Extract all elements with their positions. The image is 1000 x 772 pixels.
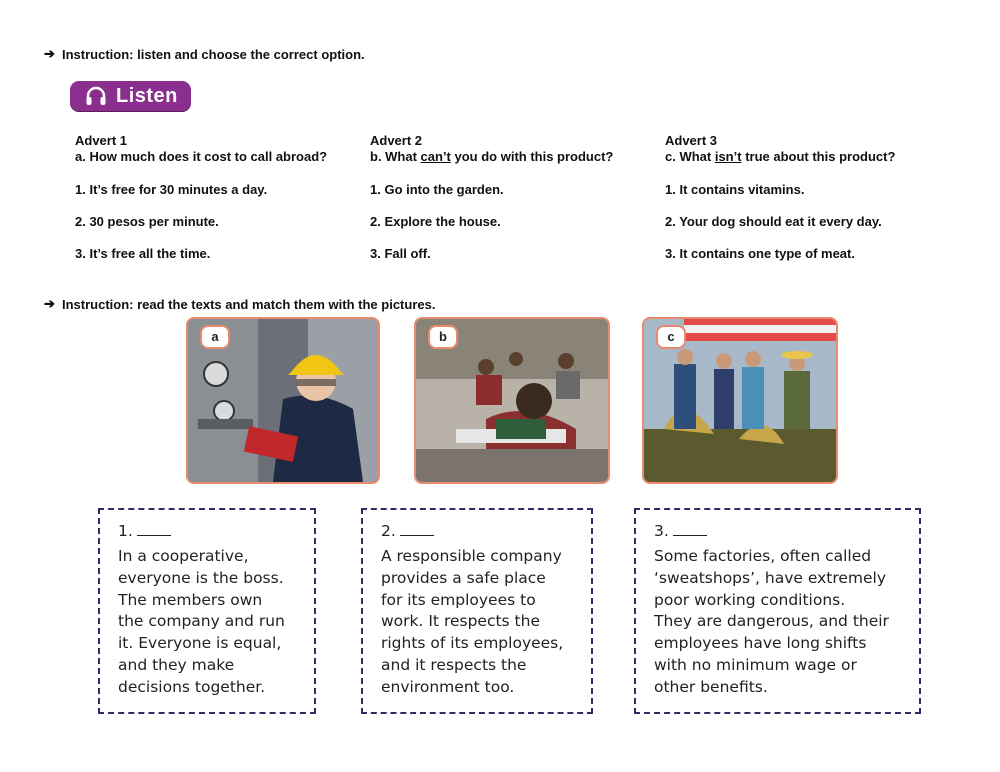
- instruction-listen: [44, 46, 365, 62]
- text-number: 2.: [381, 520, 591, 542]
- option-1[interactable]: 1. It’s free for 30 minutes a day.: [75, 182, 268, 197]
- text-box-2: [361, 508, 593, 714]
- advert-title: Advert 2: [370, 133, 423, 148]
- instruction-text: Instruction: read the texts and match them with the pictures.: [62, 296, 436, 312]
- photo-a: [186, 317, 380, 484]
- instruction-text: Instruction: listen and choose the correct option.: [62, 46, 365, 62]
- text-line: The members own: [118, 590, 263, 609]
- option-1[interactable]: 1. It contains vitamins.: [665, 182, 805, 197]
- instruction-match: [44, 296, 435, 312]
- text-line: poor working conditions.: [654, 590, 846, 609]
- photo-tag: a: [200, 325, 230, 349]
- text-line: and it respects the: [381, 655, 527, 674]
- option-2[interactable]: 2. Your dog should eat it every day.: [665, 214, 882, 229]
- text-line: other benefits.: [654, 677, 768, 696]
- advert-2: [370, 133, 614, 261]
- text-line: In a cooperative,: [118, 547, 249, 565]
- answer-blank[interactable]: [400, 523, 434, 536]
- option-3[interactable]: 3. It contains one type of meat.: [665, 246, 855, 261]
- text-line: the company and run: [118, 612, 285, 631]
- option-1[interactable]: 1. Go into the garden.: [370, 182, 504, 197]
- advert-question: c. What isn’t true about this product?: [665, 149, 896, 164]
- text-line: rights of its employees,: [381, 634, 564, 653]
- photo-tag: c: [656, 325, 686, 349]
- answer-blank[interactable]: [137, 523, 171, 536]
- text-line: environment too.: [381, 677, 515, 696]
- text-line: for its employees to: [381, 590, 536, 609]
- arrow-icon: ➔: [44, 46, 55, 61]
- text-box-3: [634, 508, 921, 714]
- text-line: Some factories, often called: [654, 547, 872, 565]
- text-line: ‘sweatshops’, have extremely: [654, 568, 887, 587]
- text-line: provides a safe place: [381, 568, 546, 587]
- text-line: with no minimum wage or: [654, 655, 857, 674]
- text-line: employees have long shifts: [654, 634, 867, 653]
- text-line: decisions together.: [118, 677, 266, 696]
- advert-question: b. What can’t you do with this product?: [370, 149, 614, 164]
- text-line: and they make: [118, 655, 235, 674]
- advert-question: a. How much does it cost to call abroad?: [75, 149, 328, 164]
- text-number: 1.: [118, 520, 314, 542]
- text-line: work. It respects the: [381, 612, 540, 631]
- headphones-icon: [84, 84, 108, 108]
- text-line: it. Everyone is equal,: [118, 634, 282, 653]
- advert-3: [665, 133, 896, 261]
- listen-badge[interactable]: [70, 81, 191, 111]
- text-number: 3.: [654, 520, 919, 542]
- option-2[interactable]: 2. 30 pesos per minute.: [75, 214, 219, 229]
- advert-title: Advert 3: [665, 133, 718, 148]
- option-3[interactable]: 3. It’s free all the time.: [75, 246, 211, 261]
- option-3[interactable]: 3. Fall off.: [370, 246, 431, 261]
- advert-1: [75, 133, 328, 261]
- listen-label: Listen: [116, 84, 178, 107]
- option-2[interactable]: 2. Explore the house.: [370, 214, 501, 229]
- photo-b: [414, 317, 610, 484]
- arrow-icon: ➔: [44, 296, 55, 311]
- text-box-1: [98, 508, 316, 714]
- text-line: everyone is the boss.: [118, 568, 284, 587]
- photo-c: [642, 317, 838, 484]
- text-line: A responsible company: [381, 547, 562, 565]
- photo-tag: b: [428, 325, 458, 349]
- text-line: They are dangerous, and their: [654, 612, 889, 631]
- answer-blank[interactable]: [673, 523, 707, 536]
- advert-title: Advert 1: [75, 133, 128, 148]
